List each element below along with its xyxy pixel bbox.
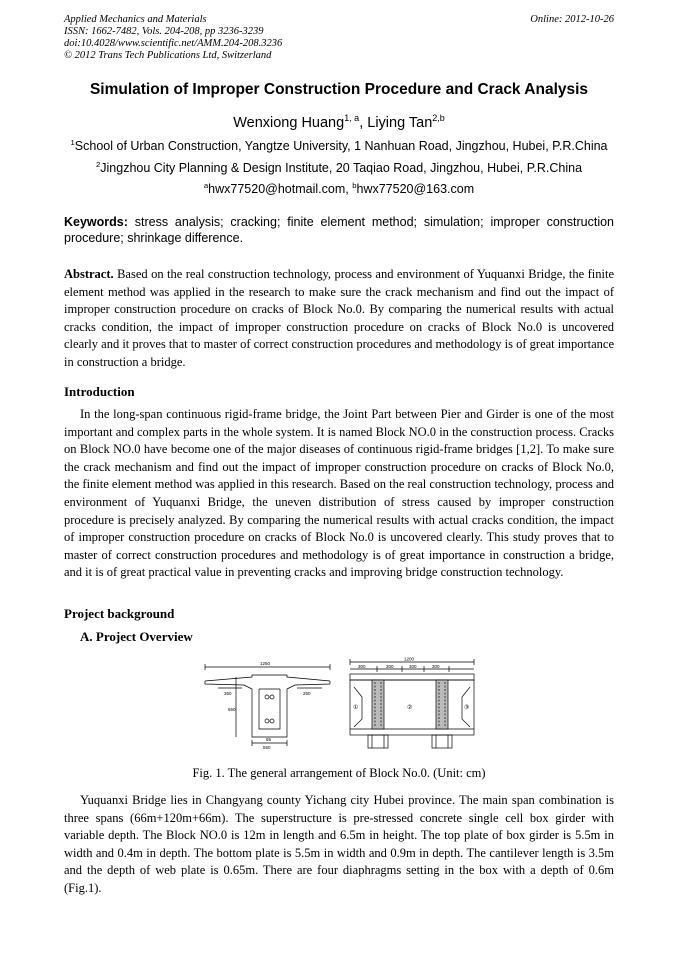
affiliation-superscript: 2 <box>95 159 101 169</box>
email-link[interactable]: hwx77520@hotmail.com, <box>208 182 353 196</box>
author-superscript: 2,b <box>432 113 445 124</box>
label-seg4: 300 <box>432 664 440 669</box>
copyright-line: © 2012 Trans Tech Publications Ltd, Switzerland <box>64 50 272 61</box>
project-overview-paragraph: Yuquanxi Bridge lies in Changyang county Yichang city Hubei province. The main span combination is three spans (66m+120m+66m). The superstructure is pre-stressed concrete single cell box girder with variable depth. The Block NO.0 is 12m in length and 6.5m in height. The top plate of box girder is 5.5m in width and 0.4m in depth. The bottom plate is 5.5m in width and 0.9m in depth. The cantilever length is 3.5m and the depth of web plate is 0.65m. There are four diaphragms setting in the box with a depth of 0.6m (Fig.1). <box>64 793 614 895</box>
author-line <box>0 115 678 131</box>
inner-cell-outline <box>259 689 280 729</box>
pier-right <box>432 735 452 748</box>
keywords-text: stress analysis; cracking; finite element method; simulation; improper construction procedure; shrinkage difference. <box>64 215 614 245</box>
label-seg2: 300 <box>386 664 394 669</box>
figure-caption: Fig. 1. The general arrangement of Block No.0. (Unit: cm) <box>192 766 486 780</box>
label-seg1: 300 <box>358 664 366 669</box>
affiliation-2 <box>0 161 678 175</box>
author-separator: , <box>359 115 368 131</box>
tendon-duct <box>270 695 274 699</box>
tendon-duct <box>265 719 269 723</box>
journal-name: Applied Mechanics and Materials <box>64 14 207 25</box>
abstract-text: Based on the real construction technology, process and environment of Yuquanxi Bridge, the finite element method was applied in the research to make sure the crack mechanism and find out the impact of improper construction procedure on cracks of Block No.0. By comparing the numerical results with actual cracks condition, the impact of improper construction procedure on cracks of Block No.0 is uncovered clearly and it proves that to master of correct construction procedures and methodology is of great importance in construction a bridge. <box>64 267 614 369</box>
affiliation-superscript: 1 <box>70 137 75 147</box>
online-date: Online: 2012-10-26 <box>530 14 614 25</box>
tendon-duct <box>265 695 269 699</box>
label-seg3: 300 <box>409 664 417 669</box>
block-arrangement-figure <box>202 657 477 750</box>
journal-header <box>64 14 282 62</box>
paper-title: Simulation of Improper Construction Procedure and Crack Analysis <box>89 81 589 98</box>
diaphragm-left <box>372 680 384 729</box>
label-height: 650 <box>228 707 236 712</box>
diaphragm-right <box>436 680 448 729</box>
affiliation-text: Jingzhou City Planning & Design Institute, 20 Taqiao Road, Jingzhou, Hubei, P.R.China <box>100 161 583 175</box>
tendon-duct <box>270 719 274 723</box>
top-deck <box>350 674 474 680</box>
keywords-label: Keywords: <box>64 215 128 229</box>
label-circle-1: ① <box>353 705 359 711</box>
project-overview-subheading: A. Project Overview <box>80 629 193 644</box>
introduction-heading: Introduction <box>64 384 135 399</box>
abstract-block <box>64 266 614 372</box>
email-link[interactable]: hwx77520@163.com <box>356 182 475 196</box>
label-circle-2: ② <box>407 705 413 711</box>
issn-line: ISSN: 1662-7482, Vols. 204-208, pp 3236-3239 <box>64 26 264 37</box>
label-top-width-left: 1250 <box>260 661 271 666</box>
label-bottom-sub: 65 <box>266 737 272 742</box>
label-cant-right: 250 <box>303 691 311 696</box>
email-superscript: b <box>352 180 357 190</box>
abstract-label: Abstract. <box>64 267 114 281</box>
label-cant-left: 350 <box>224 691 232 696</box>
keywords-block <box>64 214 614 246</box>
author-name: Liying Tan <box>367 115 433 131</box>
author-superscript: 1, a <box>344 113 360 124</box>
email-superscript: a <box>203 180 209 190</box>
affiliation-text: School of Urban Construction, Yangtze University, 1 Nanhuan Road, Jingzhou, Hubei, P.R.China <box>74 139 608 153</box>
email-line <box>0 182 678 196</box>
author-name: Wenxiong Huang <box>233 115 345 131</box>
affiliation-1 <box>0 139 678 153</box>
label-top-width-right: 1200 <box>404 657 415 662</box>
introduction-paragraph: In the long-span continuous rigid-frame bridge, the Joint Part between Pier and Girder is one of the most important and complex parts in the whole system. It is named Block NO.0 in the construction process. Cracks on Block NO.0 have become one of the major diseases of continuous rigid-frame bridges [1,2]. To make sure the crack mechanism and find out the impact of improper construction procedure on cracks of Block No.0, the finite element method was applied in this research. Based on the real construction technology, process and environment of Yuquanxi Bridge, the uneven distribution of stress caused by improper construction procedure is precisely analyzed. By comparing the numerical results with actual cracks condition, the impact of improper construction procedure on cracks of Block No.0 is uncovered clearly. This study proves that to master of correct construction procedures and methodology is of great importance in construction a bridge, and it is of great practical value in preventing cracks and improving bridge construction technology. <box>64 407 614 580</box>
label-bottom-width: 550 <box>263 745 271 750</box>
pier-left <box>368 735 388 748</box>
label-circle-3: ③ <box>464 705 470 711</box>
top-slab-outline <box>205 675 330 681</box>
box-section-outline <box>205 681 330 737</box>
project-background-heading: Project background <box>64 606 175 621</box>
doi-line: doi:10.4028/www.scientific.net/AMM.204-208.3236 <box>64 38 283 49</box>
